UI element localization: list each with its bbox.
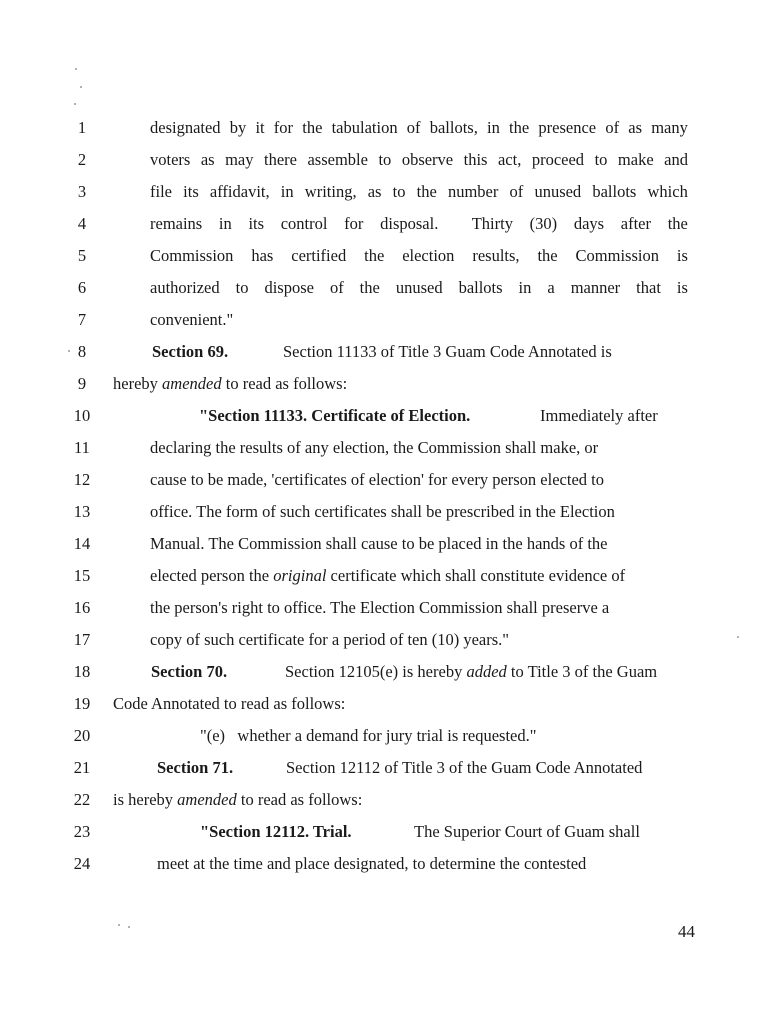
word: in bbox=[218, 214, 232, 233]
word: manner bbox=[570, 278, 621, 297]
word: assemble bbox=[307, 150, 368, 169]
section-heading: Section 69. bbox=[152, 342, 229, 361]
word: proceed bbox=[531, 150, 585, 169]
scan-speck bbox=[74, 103, 76, 105]
word: this bbox=[463, 150, 488, 169]
text-run: to read as follows: bbox=[236, 790, 363, 809]
line-19 bbox=[0, 690, 770, 718]
line-number: 14 bbox=[73, 534, 91, 553]
line-14 bbox=[0, 530, 770, 558]
word: the bbox=[537, 246, 558, 265]
line-text: Code Annotated to read as follows: bbox=[113, 694, 346, 713]
word: many bbox=[651, 118, 688, 137]
word: designated bbox=[150, 118, 221, 137]
line-text: The Superior Court of Guam shall bbox=[414, 822, 640, 841]
line-10 bbox=[0, 402, 770, 430]
word: its bbox=[183, 182, 199, 201]
line-number: 8 bbox=[77, 342, 87, 361]
line-number: 3 bbox=[77, 182, 87, 201]
text-run: elected person the bbox=[150, 566, 274, 585]
text-run: Section 12105(e) is hereby bbox=[285, 662, 467, 681]
line-number: 18 bbox=[73, 662, 91, 681]
line-number: 6 bbox=[77, 278, 87, 297]
word: act, bbox=[497, 150, 522, 169]
word: disposal. bbox=[380, 214, 439, 233]
line-12 bbox=[0, 466, 770, 494]
word: Commission bbox=[150, 246, 234, 265]
line-17 bbox=[0, 626, 770, 654]
word: dispose bbox=[264, 278, 314, 297]
word: unused bbox=[534, 182, 582, 201]
line-number: 2 bbox=[77, 150, 87, 169]
line-number: 22 bbox=[73, 790, 91, 809]
word: that bbox=[636, 278, 661, 297]
line-number: 9 bbox=[77, 374, 87, 393]
word: the bbox=[667, 214, 688, 233]
word: for bbox=[273, 118, 294, 137]
word: Thirty bbox=[471, 214, 513, 233]
word: control bbox=[280, 214, 328, 233]
line-number: 13 bbox=[73, 502, 91, 521]
word: of bbox=[406, 118, 421, 137]
word: by bbox=[229, 118, 247, 137]
word: unused bbox=[395, 278, 443, 297]
line-23 bbox=[0, 818, 770, 846]
line-2 bbox=[0, 146, 770, 174]
line-number: 7 bbox=[77, 310, 87, 329]
word: days bbox=[573, 214, 605, 233]
word: the bbox=[416, 182, 437, 201]
line-number: 21 bbox=[73, 758, 91, 777]
line-text: copy of such certificate for a period of ten (10) years." bbox=[150, 630, 510, 649]
emphasis-text: amended bbox=[177, 790, 237, 809]
scan-speck bbox=[75, 68, 77, 70]
word: of bbox=[329, 278, 344, 297]
line-20 bbox=[0, 722, 770, 750]
emphasis-text: original bbox=[273, 566, 327, 585]
line-11 bbox=[0, 434, 770, 462]
line-4 bbox=[0, 210, 770, 238]
word: election bbox=[402, 246, 455, 265]
line-text bbox=[150, 242, 688, 270]
word: may bbox=[225, 150, 254, 169]
word: voters bbox=[150, 150, 191, 169]
line-text bbox=[150, 274, 688, 302]
word: as bbox=[628, 118, 642, 137]
word: file bbox=[150, 182, 172, 201]
word: is bbox=[676, 278, 688, 297]
line-3 bbox=[0, 178, 770, 206]
word: as bbox=[367, 182, 382, 201]
word: tabulation bbox=[331, 118, 398, 137]
word: to bbox=[594, 150, 608, 169]
line-24 bbox=[0, 850, 770, 878]
line-number: 11 bbox=[74, 438, 90, 457]
section-heading: "Section 12112. Trial. bbox=[200, 822, 352, 841]
line-text bbox=[150, 562, 625, 590]
word: authorized bbox=[150, 278, 220, 297]
line-16 bbox=[0, 594, 770, 622]
line-number: 16 bbox=[73, 598, 91, 617]
word: remains bbox=[150, 214, 203, 233]
word: after bbox=[620, 214, 651, 233]
line-text: "(e) whether a demand for jury trial is requested." bbox=[200, 726, 537, 745]
line-22 bbox=[0, 786, 770, 814]
line-text bbox=[113, 786, 362, 814]
emphasis-text: amended bbox=[162, 374, 222, 393]
word: as bbox=[200, 150, 215, 169]
word: writing, bbox=[304, 182, 357, 201]
line-text bbox=[113, 370, 347, 398]
line-text bbox=[150, 146, 688, 174]
line-number: 24 bbox=[73, 854, 91, 873]
word: to bbox=[392, 182, 406, 201]
line-number: 20 bbox=[73, 726, 91, 745]
word: make bbox=[617, 150, 654, 169]
word: presence bbox=[538, 118, 597, 137]
line-number: 5 bbox=[77, 246, 87, 265]
line-text: office. The form of such certificates shall be prescribed in the Election bbox=[150, 502, 615, 521]
word: the bbox=[359, 278, 380, 297]
word: observe bbox=[401, 150, 454, 169]
word: number bbox=[447, 182, 499, 201]
line-text: meet at the time and place designated, to determine the contested bbox=[157, 854, 587, 873]
line-1 bbox=[0, 114, 770, 142]
scan-speck bbox=[128, 926, 130, 928]
line-15 bbox=[0, 562, 770, 590]
word: ballots bbox=[458, 278, 503, 297]
section-heading: Section 70. bbox=[151, 662, 228, 681]
word: the bbox=[364, 246, 385, 265]
line-text: cause to be made, 'certificates of election' for every person elected to bbox=[150, 470, 604, 489]
word: results, bbox=[472, 246, 520, 265]
word: which bbox=[647, 182, 688, 201]
line-text: Section 11133 of Title 3 Guam Code Annotated is bbox=[283, 342, 612, 361]
word: (30) bbox=[529, 214, 558, 233]
line-6 bbox=[0, 274, 770, 302]
line-number: 12 bbox=[73, 470, 91, 489]
word: in bbox=[518, 278, 532, 297]
word: is bbox=[676, 246, 688, 265]
text-run: hereby bbox=[113, 374, 163, 393]
line-text bbox=[150, 114, 688, 142]
word: to bbox=[378, 150, 392, 169]
word: it bbox=[255, 118, 265, 137]
word: in bbox=[487, 118, 500, 137]
word: in bbox=[280, 182, 294, 201]
line-21 bbox=[0, 754, 770, 782]
line-text bbox=[150, 210, 688, 238]
scan-speck bbox=[68, 350, 70, 352]
word: ballots bbox=[592, 182, 637, 201]
line-number: 1 bbox=[77, 118, 87, 137]
scan-speck bbox=[80, 86, 82, 88]
line-8 bbox=[0, 338, 770, 366]
line-7 bbox=[0, 306, 770, 334]
line-9 bbox=[0, 370, 770, 398]
text-run: to read as follows: bbox=[221, 374, 348, 393]
word: Commission bbox=[575, 246, 659, 265]
page-number: 44 bbox=[678, 922, 695, 941]
section-heading: Section 71. bbox=[157, 758, 234, 777]
line-text bbox=[150, 178, 688, 206]
line-number: 19 bbox=[73, 694, 91, 713]
line-number: 4 bbox=[77, 214, 87, 233]
line-number: 10 bbox=[73, 406, 91, 425]
word: ballots, bbox=[429, 118, 478, 137]
word: of bbox=[509, 182, 524, 201]
scan-speck bbox=[737, 636, 739, 638]
word: there bbox=[264, 150, 297, 169]
word: for bbox=[344, 214, 364, 233]
line-text: the person's right to office. The Election Commission shall preserve a bbox=[150, 598, 610, 617]
section-heading: "Section 11133. Certificate of Election. bbox=[199, 406, 471, 425]
line-number: 23 bbox=[73, 822, 91, 841]
line-5 bbox=[0, 242, 770, 270]
scan-speck bbox=[118, 924, 120, 926]
word: of bbox=[605, 118, 620, 137]
word: the bbox=[302, 118, 323, 137]
word: affidavit, bbox=[209, 182, 270, 201]
line-text: convenient." bbox=[150, 310, 234, 329]
word: its bbox=[248, 214, 265, 233]
text-run: to Title 3 of the Guam bbox=[506, 662, 658, 681]
line-text: declaring the results of any election, the Commission shall make, or bbox=[150, 438, 599, 457]
word: the bbox=[509, 118, 530, 137]
word: has bbox=[251, 246, 274, 265]
line-text: Immediately after bbox=[540, 406, 658, 425]
line-text bbox=[285, 658, 657, 686]
line-18 bbox=[0, 658, 770, 686]
word: to bbox=[235, 278, 249, 297]
line-text: Manual. The Commission shall cause to be placed in the hands of the bbox=[150, 534, 608, 553]
line-13 bbox=[0, 498, 770, 526]
text-run: certificate which shall constitute evidence of bbox=[326, 566, 626, 585]
line-number: 17 bbox=[73, 630, 91, 649]
word: a bbox=[547, 278, 555, 297]
line-text: Section 12112 of Title 3 of the Guam Code Annotated bbox=[286, 758, 643, 777]
word: and bbox=[664, 150, 688, 169]
word: certified bbox=[291, 246, 347, 265]
text-run: is hereby bbox=[113, 790, 178, 809]
line-number: 15 bbox=[73, 566, 91, 585]
emphasis-text: added bbox=[466, 662, 507, 681]
